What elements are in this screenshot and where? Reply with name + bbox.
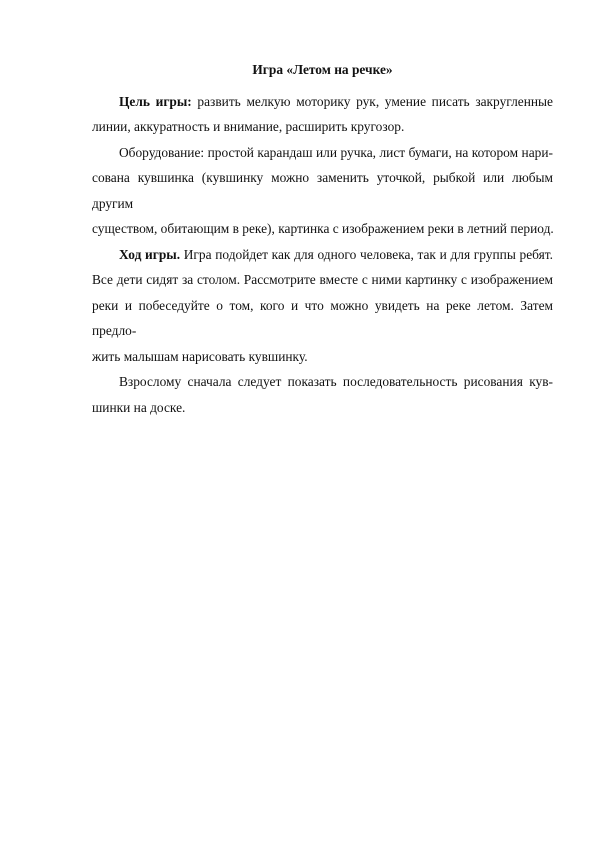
goal-line-1: [119, 89, 553, 115]
course-line-4: жить малышам нарисовать кувшинку.: [92, 348, 308, 364]
course-line-1-text: Игра подойдет как для одного человека, так и для группы ребят.: [180, 246, 553, 262]
goal-line-2: линии, аккуратность и внимание, расширить кругозор.: [92, 119, 405, 134]
equipment-line-1: Оборудование: простой карандаш или ручка, лист бумаги, на котором нари-: [119, 144, 553, 160]
equipment-line-2: сована кувшинка (кувшинку можно заменить уточкой, рыбкой или любым другим: [92, 170, 553, 211]
goal-line-1-text: развить мелкую моторику рук, умение писать закругленные: [191, 93, 553, 109]
course-label: Ход игры.: [119, 246, 181, 262]
adult-line-1: Взрослому сначала следует показать последовательность рисования кув-: [119, 374, 553, 389]
course-line-1: [119, 242, 553, 268]
equipment-line-3: существом, обитающим в реке), картинка с изображением реки в летний период.: [92, 221, 554, 236]
document-body: [92, 57, 554, 420]
document-title: Игра «Летом на речке»: [252, 62, 393, 77]
adult-line-2: шинки на доске.: [92, 399, 186, 415]
goal-label: Цель игры:: [119, 93, 192, 109]
paragraph-goal: [92, 89, 553, 140]
paragraph-adult: [92, 369, 553, 420]
course-line-2: Все дети сидят за столом. Рассмотрите вместе с ними картинку с изображением: [92, 272, 553, 287]
paragraph-equipment: [92, 140, 554, 242]
course-line-3: реки и побеседуйте о том, кого и что можно увидеть на реке летом. Затем предло-: [92, 297, 553, 338]
paragraph-course: [92, 242, 553, 370]
